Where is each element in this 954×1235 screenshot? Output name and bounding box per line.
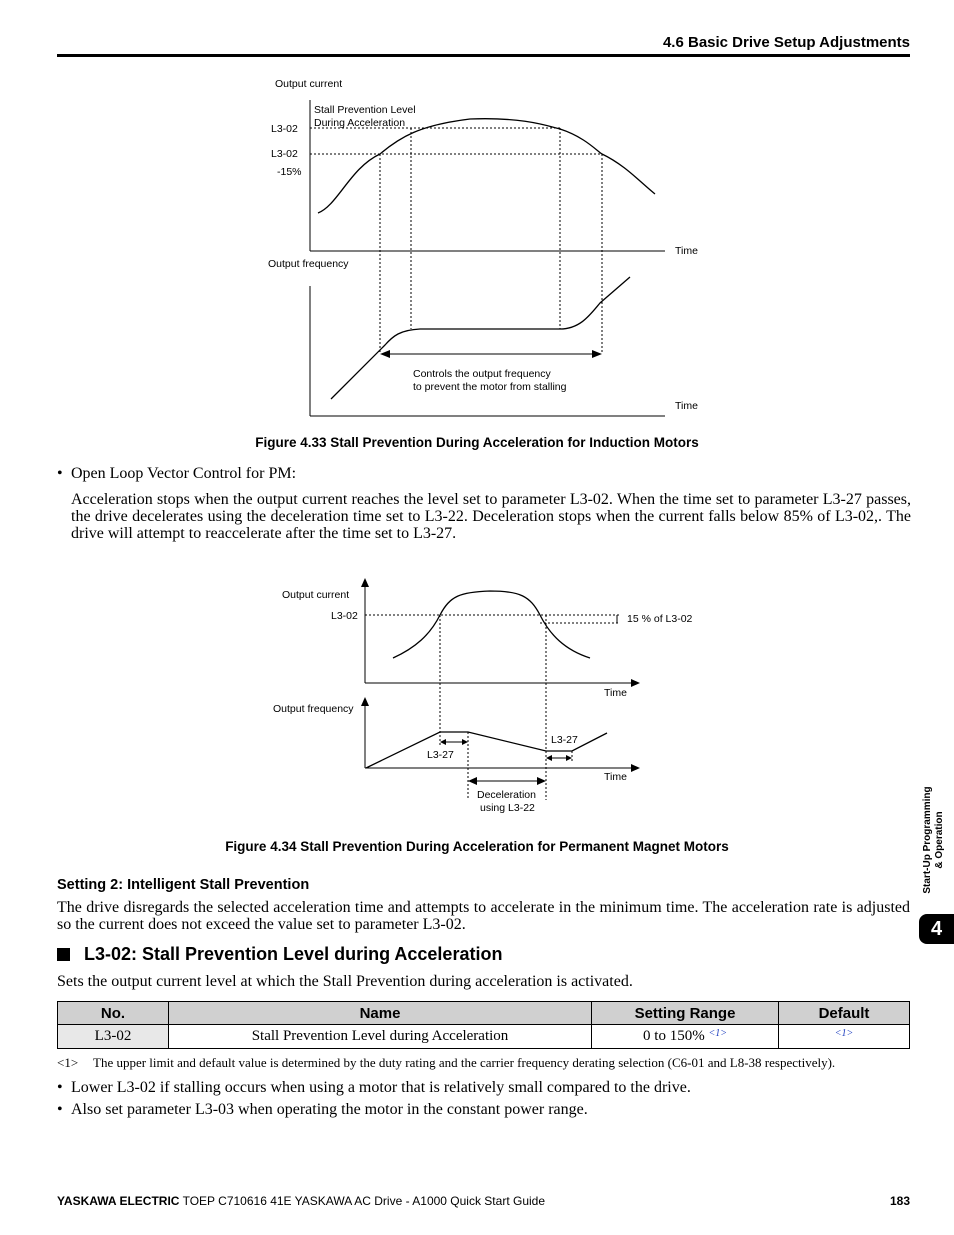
range-footnote-link[interactable]: <1> — [708, 1028, 727, 1039]
fig2-l327-right-head-b — [566, 755, 572, 761]
bullet-lower-text: Lower L3-02 if stalling occurs when using a motor that is relatively small compared to the drive. — [71, 1079, 691, 1096]
footnote-mark: <1> — [57, 1055, 79, 1070]
fig2-frequency-x-arrow — [631, 764, 640, 772]
figure-4-33-caption: Figure 4.33 Stall Prevention During Acceleration for Induction Motors — [255, 435, 699, 450]
fig2-frequency-y-arrow — [361, 697, 369, 706]
side-tab-label: Start-Up Programming & Operation — [922, 786, 945, 894]
footer-left — [57, 1194, 545, 1208]
fig1-controls-line1: Controls the output frequency — [413, 368, 551, 380]
fig1-arrowhead-left — [380, 350, 390, 358]
side-tab — [922, 775, 952, 905]
footnote — [57, 1055, 835, 1071]
heading-square-icon — [57, 948, 70, 961]
fig2-output-current-label: Output current — [282, 589, 350, 601]
param-heading — [57, 944, 502, 965]
table-header-row — [58, 1002, 910, 1025]
fig2-time-label-1: Time — [604, 687, 627, 699]
footer-doc: TOEP C710616 41E YASKAWA AC Drive - A1000 Quick Start Guide — [182, 1194, 546, 1208]
param-description: Sets the output current level at which the Stall Prevention during acceleration is activated. — [57, 973, 633, 990]
figure-4-34-caption: Figure 4.34 Stall Prevention During Acceleration for Permanent Magnet Motors — [225, 839, 729, 854]
fig2-time-label-2: Time — [604, 771, 627, 783]
fig1-arrowhead-right — [592, 350, 602, 358]
fig2-decel-line1: Deceleration — [477, 789, 536, 801]
bullet-lower: • Lower L3-02 if stalling occurs when using a motor that is relatively small compared to the drive. — [57, 1079, 691, 1096]
footnote-text: The upper limit and default value is determined by the duty rating and the carrier frequency derating selection (C6-01 and L8-38 respectively). — [93, 1055, 836, 1070]
bullet-also: • Also set parameter L3-03 when operating the motor in the constant power range. — [57, 1101, 588, 1118]
bullet-also-text: Also set parameter L3-03 when operating the motor in the constant power range. — [71, 1101, 588, 1118]
setting2-body: The drive disregards the selected acceleration time and attempts to accelerate in the minimum time. The acceleration rate is adjusted so the current does not exceed the value set to parameter L3-02. — [57, 899, 910, 933]
figure-4-33 — [0, 0, 954, 440]
fig2-current-y-arrow — [361, 578, 369, 587]
fig1-l302-minus-label-2: -15% — [277, 166, 302, 178]
cell-default — [779, 1025, 910, 1049]
fig1-stall-level-line2: During Acceleration — [314, 117, 406, 129]
cell-range-value: 0 to 150% — [643, 1028, 705, 1044]
fig2-l327-right-label: L3-27 — [551, 734, 578, 746]
fig2-decel-head-left — [468, 777, 477, 785]
fig2-output-frequency-label: Output frequency — [273, 703, 354, 715]
fig1-l302-label: L3-02 — [271, 123, 298, 135]
param-heading-text: L3-02: Stall Prevention Level during Acceleration — [84, 944, 503, 964]
fig2-l327-left-label: L3-27 — [427, 749, 454, 761]
cell-name: Stall Prevention Level during Acceleration — [169, 1025, 592, 1049]
bullet-pm-text: Open Loop Vector Control for PM: — [71, 465, 297, 482]
bullet-pm: • Open Loop Vector Control for PM: — [57, 465, 297, 482]
fig1-output-frequency-label: Output frequency — [268, 258, 349, 270]
header-name: Name — [169, 1002, 592, 1025]
fig2-pct-label: 15 % of L3-02 — [627, 613, 693, 625]
fig2-decel-line2: using L3-22 — [480, 802, 535, 814]
cell-range — [592, 1025, 779, 1049]
chapter-tab[interactable]: 4 — [919, 914, 954, 944]
default-footnote-link[interactable]: <1> — [834, 1028, 854, 1039]
fig2-l302-label: L3-02 — [331, 610, 358, 622]
table-row — [58, 1025, 910, 1049]
fig2-decel-head-right — [537, 777, 546, 785]
header-title: 4.6 Basic Drive Setup Adjustments — [662, 34, 910, 51]
header-no: No. — [58, 1002, 169, 1025]
fig1-current-curve — [318, 119, 655, 213]
fig2-current-x-arrow — [631, 679, 640, 687]
fig1-output-current-label: Output current — [275, 78, 343, 90]
fig2-l327-left-head-a — [440, 739, 446, 745]
fig2-current-curve — [393, 591, 590, 658]
header-default: Default — [779, 1002, 910, 1025]
parameter-table — [57, 1001, 910, 1049]
fig1-stall-level-line1: Stall Prevention Level — [314, 104, 416, 116]
pm-paragraph: Acceleration stops when the output current reaches the level set to parameter L3-02. When the time set to parameter L3-27 passes, the drive decelerates using the deceleration time set to L3-22. Deceleration stops when the current falls below 85% of L3-02,. The drive will attempt to reaccelerate after the time set to L3-27. — [71, 491, 911, 542]
fig1-l302-minus-label-1: L3-02 — [271, 148, 298, 160]
fig1-time-label-2: Time — [675, 400, 698, 412]
cell-no: L3-02 — [58, 1025, 169, 1049]
footer-page-number: 183 — [889, 1194, 910, 1208]
header-range: Setting Range — [592, 1002, 779, 1025]
figure-4-34 — [0, 570, 954, 830]
fig1-controls-line2: to prevent the motor from stalling — [413, 381, 567, 393]
footer-brand: YASKAWA ELECTRIC — [57, 1194, 180, 1208]
fig1-time-label-1: Time — [675, 245, 698, 257]
fig2-l327-left-head-b — [462, 739, 468, 745]
fig2-l327-right-head-a — [546, 755, 552, 761]
setting2-heading: Setting 2: Intelligent Stall Prevention — [57, 877, 310, 893]
